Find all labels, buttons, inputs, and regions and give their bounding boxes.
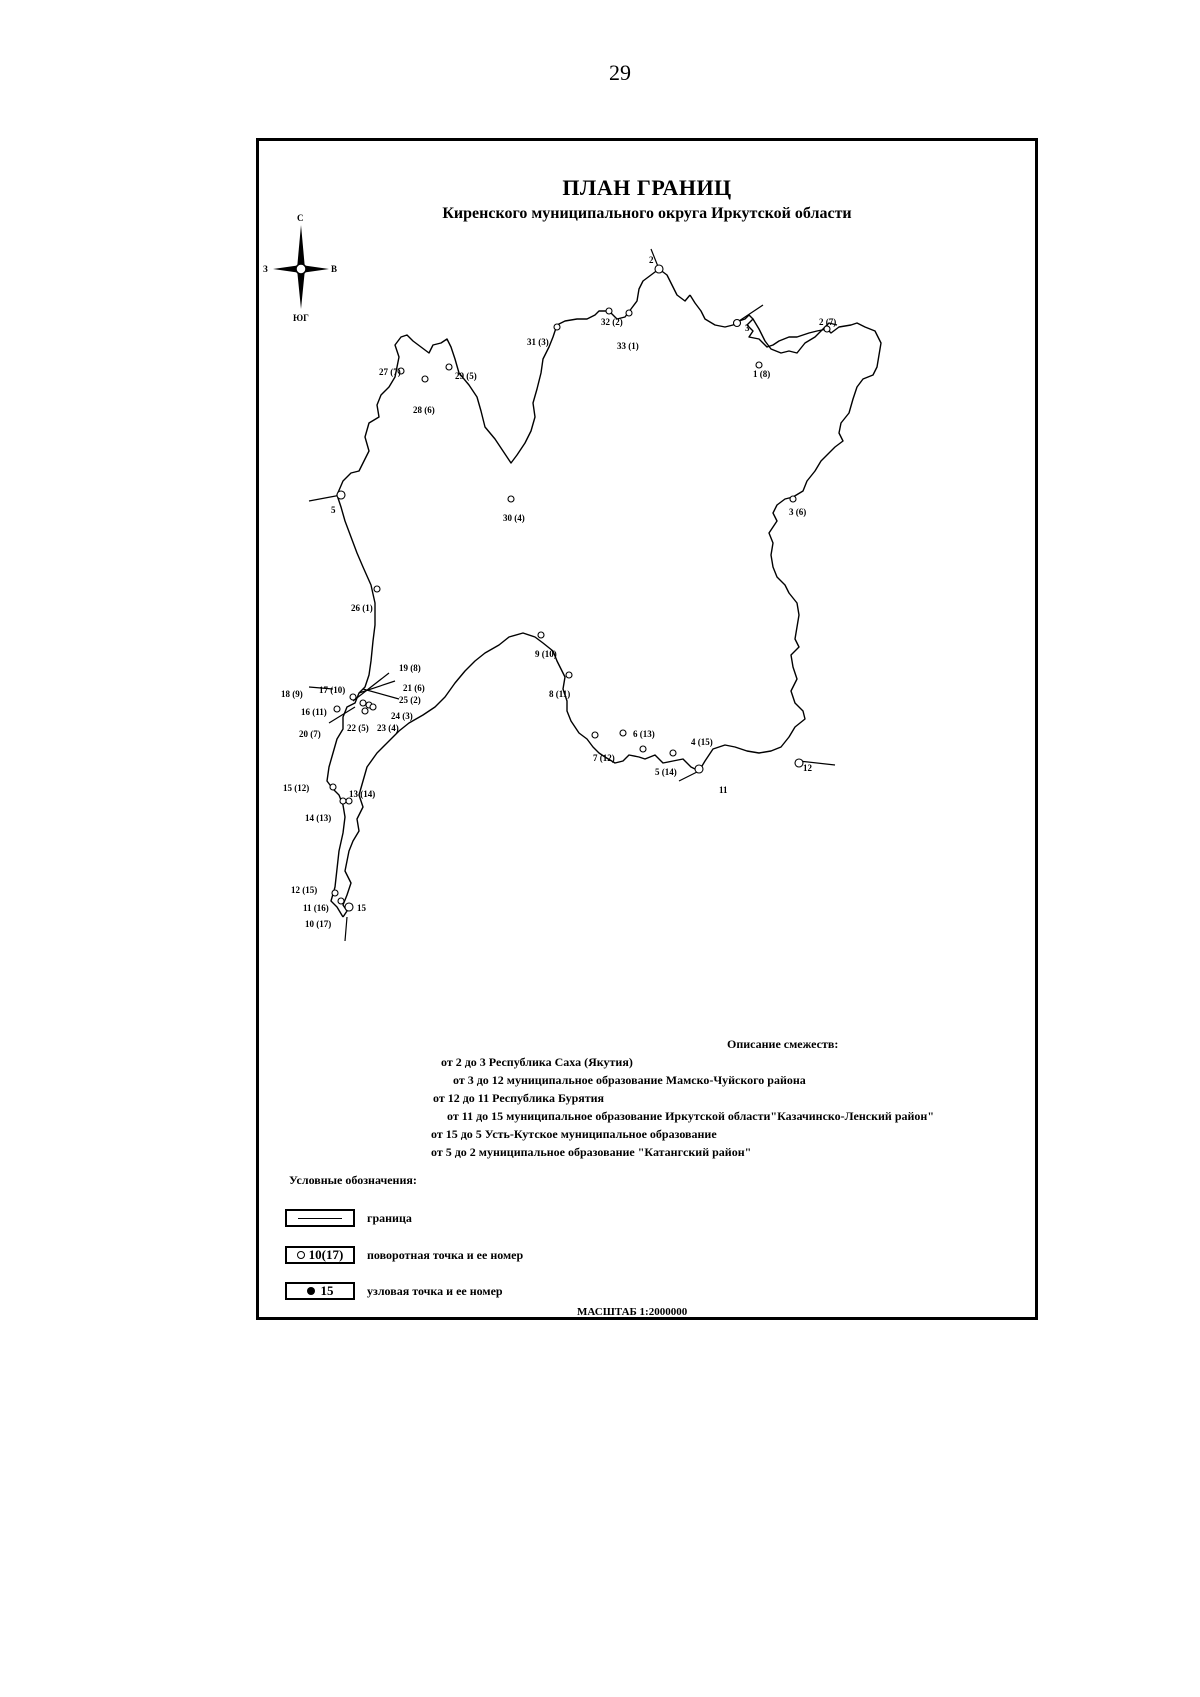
point-label: 23 (4) — [377, 723, 399, 733]
point-label: 3 (6) — [789, 507, 807, 517]
legend-symbol-node-point — [285, 1282, 355, 1300]
map-title: ПЛАН ГРАНИЦ — [562, 175, 732, 200]
point-label: 5 — [331, 505, 336, 515]
point-label: 28 (6) — [413, 405, 435, 415]
adjacency-line: от 2 до 3 Республика Саха (Якутия) — [441, 1055, 633, 1069]
filled-circle-icon — [307, 1287, 315, 1295]
point-label: 3 — [745, 323, 750, 333]
compass-south: ЮГ — [293, 313, 309, 323]
point-label: 19 (8) — [399, 663, 421, 673]
point-label: 13 (14) — [349, 789, 376, 799]
point-label: 16 (11) — [301, 707, 327, 717]
point-label: 27 (7) — [379, 367, 401, 377]
point-label: 12 — [803, 763, 812, 773]
open-circle-icon — [297, 1251, 305, 1259]
point-label: 17 (10) — [319, 685, 346, 695]
boundary-line-icon — [298, 1218, 342, 1219]
point-label: 12 (15) — [291, 885, 318, 895]
point-label: 33 (1) — [617, 341, 639, 351]
point-label: 6 (13) — [633, 729, 655, 739]
point-label: 7 (12) — [593, 753, 615, 763]
point-label: 22 (5) — [347, 723, 369, 733]
adjacency-heading: Описание смежеств: — [727, 1037, 839, 1051]
point-label: 14 (13) — [305, 813, 332, 823]
compass-north: С — [297, 213, 304, 223]
page-number: 29 — [609, 60, 631, 85]
legend-label: граница — [367, 1211, 412, 1225]
point-labels — [281, 255, 836, 929]
point-label: 9 (10) — [535, 649, 557, 659]
point-label: 18 (9) — [281, 689, 303, 699]
legend-symbol-text: 15 — [320, 1283, 334, 1298]
point-label: 32 (2) — [601, 317, 623, 327]
adjacency-line: от 3 до 12 муниципальное образование Мамско-Чуйского района — [453, 1073, 806, 1087]
point-label: 4 (15) — [691, 737, 713, 747]
point-label: 20 (7) — [299, 729, 321, 739]
adjacency-line: от 11 до 15 муниципальное образование Иркутской области"Казачинско-Ленский район" — [447, 1109, 934, 1123]
point-label: 8 (11) — [549, 689, 571, 699]
map-frame — [256, 138, 1038, 1320]
legend-symbol-turning-point — [285, 1246, 355, 1264]
adjacent-boundary-ticks — [309, 249, 835, 941]
legend-title: Условные обозначения: — [289, 1173, 417, 1187]
point-label: 21 (6) — [403, 683, 425, 693]
point-label: 5 (14) — [655, 767, 677, 777]
adjacency-line: от 12 до 11 Республика Бурятия — [433, 1091, 605, 1105]
adjacency-line: от 15 до 5 Усть-Кутское муниципальное образование — [431, 1127, 717, 1141]
point-label: 24 (3) — [391, 711, 413, 721]
legend-symbol-text: 10(17) — [308, 1247, 344, 1262]
compass-icon — [263, 213, 337, 323]
point-label: 2 — [649, 255, 654, 265]
compass-east: В — [331, 264, 338, 274]
point-label: 30 (4) — [503, 513, 525, 523]
point-label: 25 (2) — [399, 695, 421, 705]
point-label: 29 (5) — [455, 371, 477, 381]
point-label: 15 (12) — [283, 783, 310, 793]
point-label: 26 (1) — [351, 603, 373, 613]
legend-label: узловая точка и ее номер — [367, 1284, 503, 1298]
point-label: 11 — [719, 785, 728, 795]
district-boundary — [343, 295, 881, 917]
point-label: 1 (8) — [753, 369, 771, 379]
legend-label: поворотная точка и ее номер — [367, 1248, 524, 1262]
point-label: 11 (16) — [303, 903, 329, 913]
point-label: 31 (3) — [527, 337, 549, 347]
compass-west: З — [263, 264, 268, 274]
turning-points — [330, 265, 830, 911]
map-subtitle: Киренского муниципального округа Иркутской области — [442, 205, 852, 222]
point-label: 15 — [357, 903, 366, 913]
map-scale: МАСШТАБ 1:2000000 — [577, 1306, 688, 1318]
point-label: 2 (7) — [819, 317, 837, 327]
adjacency-line: от 5 до 2 муниципальное образование "Катангский район" — [431, 1145, 752, 1159]
point-label: 10 (17) — [305, 919, 332, 929]
legend-symbol-boundary — [285, 1209, 355, 1227]
